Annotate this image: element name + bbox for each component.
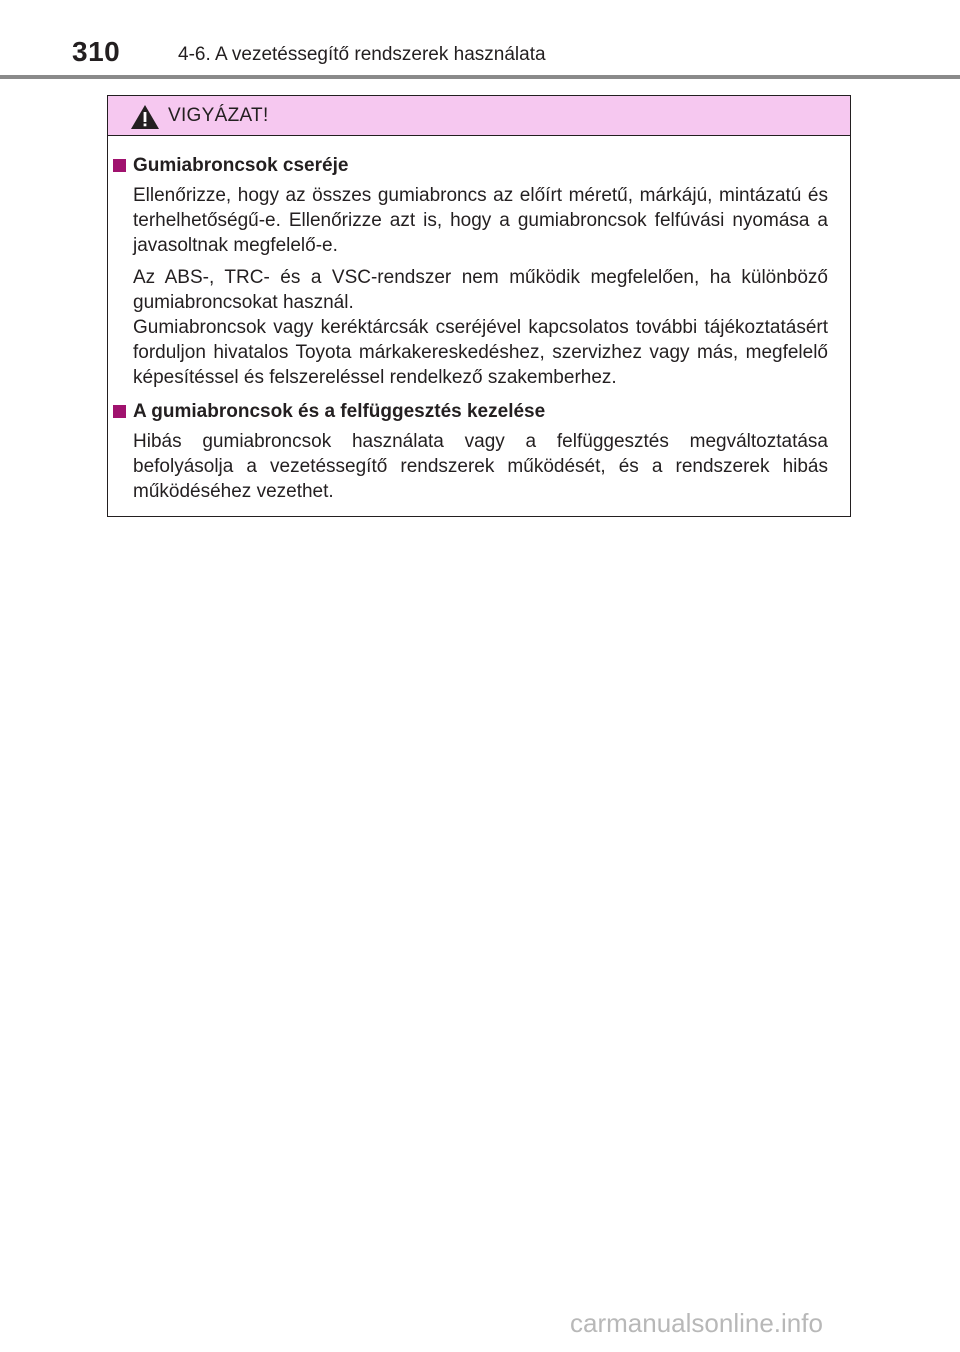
header-divider xyxy=(0,75,960,79)
warning-triangle-icon xyxy=(130,104,160,130)
caution-item-tire-replacement xyxy=(113,152,828,390)
square-bullet-icon xyxy=(113,159,126,172)
item-heading-text: Gumiabroncsok cseréje xyxy=(133,155,349,176)
square-bullet-icon xyxy=(113,405,126,418)
section-title: 4-6. A vezetéssegítő rendszerek használata xyxy=(178,44,546,65)
page-number: 310 xyxy=(72,36,121,67)
paragraph: Az ABS-, TRC- és a VSC-rendszer nem működik megfelelően, ha különböző gumiabroncsokat használ. xyxy=(133,267,828,313)
paragraph: Hibás gumiabroncsok használata vagy a felfüggesztés megváltoztatása befolyásolja a vezetéssegítő rendszerek működését, és a rendszerek hibás működéséhez vezethet. xyxy=(133,431,828,502)
watermark: carmanualsonline.info xyxy=(570,1308,823,1338)
item-heading xyxy=(113,152,828,180)
caution-item-tire-suspension-handling xyxy=(113,398,828,504)
caution-header xyxy=(108,96,850,136)
paragraph: Ellenőrizze, hogy az összes gumiabroncs az előírt méretű, márkájú, mintázatú és terhelhetőségű-e. Ellenőrizze azt is, hogy a gumiabroncsok felfúvási nyomása a javasoltnak megfelelő-e. xyxy=(133,185,828,256)
paragraph: Gumiabroncsok vagy keréktárcsák cseréjével kapcsolatos további tájékoztatásért forduljon hivatalos Toyota márkakereskedéshez, szervizhez vagy más, megfelelő képesítéssel és felszereléssel rendelkező szakemberhez. xyxy=(133,317,828,388)
item-heading-text: A gumiabroncsok és a felfüggesztés kezelése xyxy=(133,401,546,422)
caution-body xyxy=(108,136,850,504)
caution-box xyxy=(107,95,851,517)
item-heading xyxy=(113,398,828,426)
page-header xyxy=(0,0,960,80)
caution-label: VIGYÁZAT! xyxy=(168,105,269,126)
